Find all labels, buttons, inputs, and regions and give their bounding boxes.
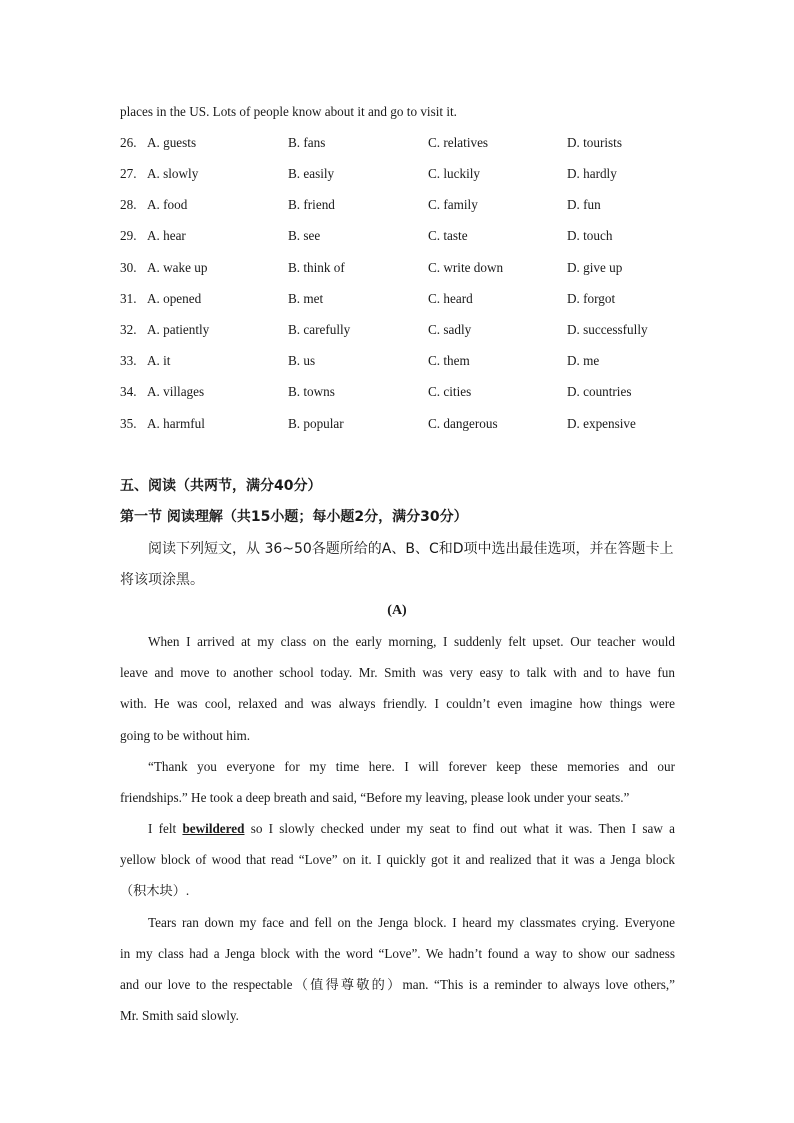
- option-b: B. fans: [288, 135, 326, 150]
- option-c: C. heard: [428, 291, 473, 306]
- option-d: D. give up: [567, 260, 623, 275]
- passage-text: I felt: [148, 821, 183, 836]
- option-d: D. touch: [567, 228, 613, 243]
- passage-line: Tears ran down my face and fell on the Jenga block. I heard my classmates crying. Everyone: [148, 915, 675, 930]
- question-number: 35.: [120, 416, 137, 431]
- passage-text: so I slowly checked under my seat to find out what it was. Then I saw a: [244, 821, 675, 836]
- option-d: D. successfully: [567, 322, 648, 337]
- option-b: B. popular: [288, 416, 344, 431]
- option-d: D. countries: [567, 384, 632, 399]
- instruction-line-2: 将该项涂黑。: [120, 572, 204, 588]
- option-a: A. it: [147, 353, 171, 368]
- option-a: A. villages: [147, 384, 205, 399]
- option-c: C. sadly: [428, 322, 472, 337]
- option-c: C. luckily: [428, 166, 481, 181]
- question-number: 34.: [120, 384, 137, 399]
- option-c: C. dangerous: [428, 416, 498, 431]
- option-a: A. patiently: [147, 322, 210, 337]
- option-c: C. cities: [428, 384, 472, 399]
- intro-line: places in the US. Lots of people know about it and go to visit it.: [120, 104, 457, 119]
- passage-line: Mr. Smith said slowly.: [120, 1008, 239, 1023]
- passage-line: going to be without him.: [120, 728, 251, 743]
- passage-line: （积木块）.: [120, 883, 190, 898]
- option-a: A. slowly: [147, 166, 199, 181]
- question-number: 28.: [120, 197, 137, 212]
- question-number: 31.: [120, 291, 137, 306]
- option-b: B. see: [288, 228, 321, 243]
- part-heading: 第一节 阅读理解（共15小题；每小题2分，满分30分）: [120, 509, 468, 525]
- passage-line: friendships.” He took a deep breath and said, “Before my leaving, please look under your seats.”: [120, 790, 630, 805]
- option-c: C. write down: [428, 260, 504, 275]
- passage-line: in my class had a Jenga block with the word “Love”. We hadn’t found a way to show our sadness: [120, 946, 675, 961]
- option-d: D. me: [567, 353, 600, 368]
- passage-line: with. He was cool, relaxed and was always friendly. I couldn’t even imagine how things were: [120, 696, 675, 711]
- passage-title: (A): [387, 603, 407, 618]
- passage-line: leave and move to another school today. Mr. Smith was very easy to talk with and to have fun: [120, 665, 675, 680]
- passage-line: and our love to the respectable（值得尊敬的）man. “This is a reminder to always love others,”: [120, 977, 675, 992]
- option-b: B. us: [288, 353, 316, 368]
- option-a: A. hear: [147, 228, 186, 243]
- option-d: D. fun: [567, 197, 601, 212]
- question-number: 30.: [120, 260, 137, 275]
- option-c: C. relatives: [428, 135, 489, 150]
- passage-line: When I arrived at my class on the early morning, I suddenly felt upset. Our teacher would: [148, 634, 675, 649]
- instruction-line-1: 阅读下列短文，从 36~50各题所给的A、B、C和D项中选出最佳选项，并在答题卡上: [148, 541, 674, 557]
- option-b: B. friend: [288, 197, 335, 212]
- option-c: C. taste: [428, 228, 468, 243]
- question-number: 26.: [120, 135, 137, 150]
- option-a: A. wake up: [147, 260, 208, 275]
- option-d: D. tourists: [567, 135, 622, 150]
- option-a: A. opened: [147, 291, 202, 306]
- option-a: A. harmful: [147, 416, 205, 431]
- option-d: D. hardly: [567, 166, 617, 181]
- option-b: B. think of: [288, 260, 345, 275]
- option-d: D. forgot: [567, 291, 616, 306]
- question-number: 33.: [120, 353, 137, 368]
- option-b: B. towns: [288, 384, 335, 399]
- passage-line: “Thank you everyone for my time here. I will forever keep these memories and our: [148, 759, 675, 774]
- question-number: 27.: [120, 166, 137, 181]
- question-number: 32.: [120, 322, 137, 337]
- option-b: B. met: [288, 291, 324, 306]
- question-number: 29.: [120, 228, 137, 243]
- option-b: B. easily: [288, 166, 335, 181]
- section-heading: 五、阅读（共两节，满分40分）: [120, 478, 322, 494]
- option-a: A. food: [147, 197, 188, 212]
- passage-line: [148, 821, 675, 837]
- option-a: A. guests: [147, 135, 197, 150]
- passage-line: yellow block of wood that read “Love” on it. I quickly got it and realized that it was a Jenga block: [120, 852, 675, 867]
- option-c: C. family: [428, 197, 478, 212]
- option-b: B. carefully: [288, 322, 351, 337]
- vocabulary-word: bewildered: [182, 821, 245, 836]
- option-d: D. expensive: [567, 416, 636, 431]
- option-c: C. them: [428, 353, 470, 368]
